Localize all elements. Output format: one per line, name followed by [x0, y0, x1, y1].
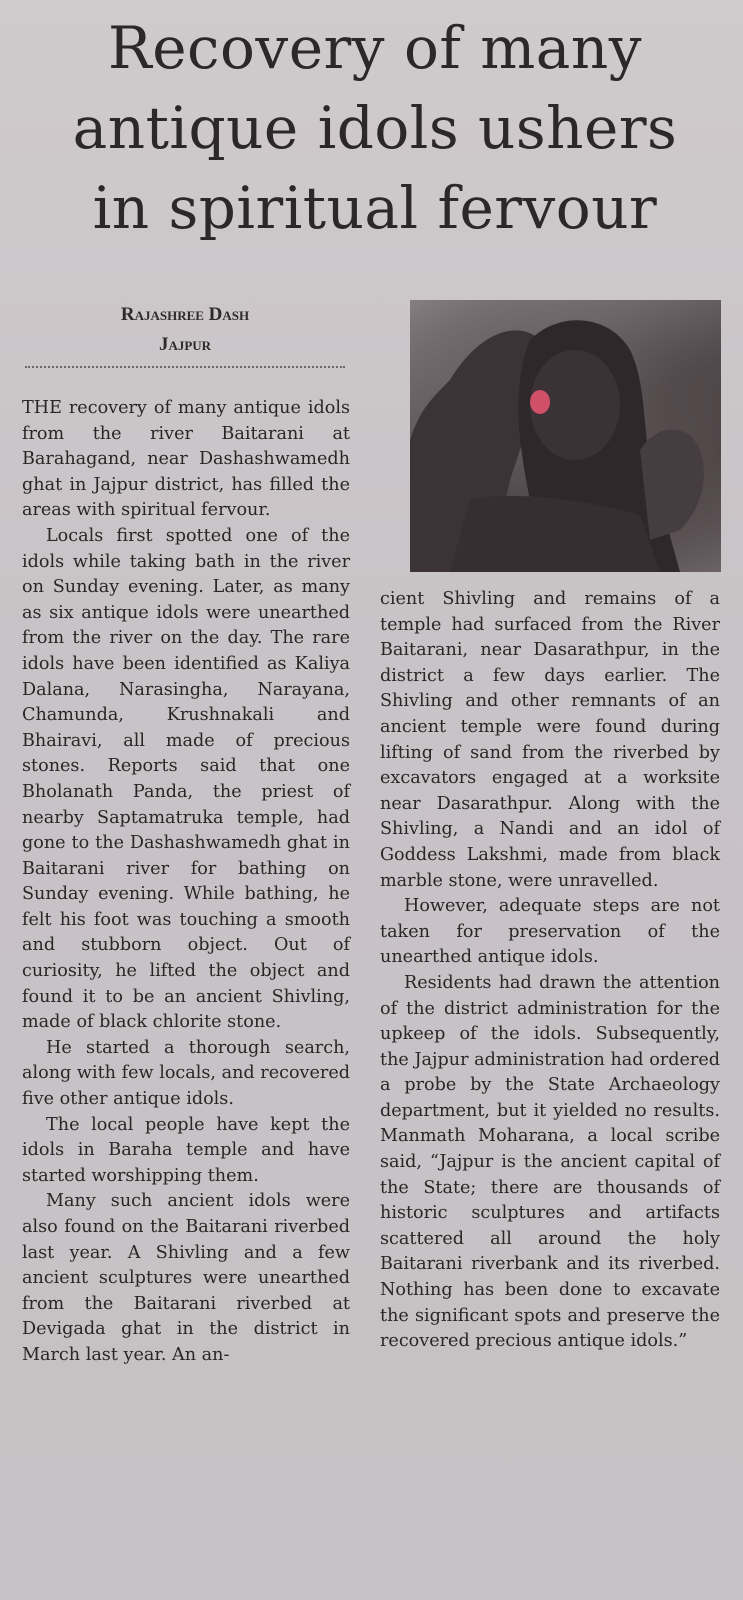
headline-line: in spiritual fervour	[92, 174, 658, 242]
paragraph: THE recovery of many antique idols from the river Baitarani at Barahagand, near Dashashwamedh ghat in Jajpur district, has filled the areas with spiritual fervour.	[22, 398, 350, 521]
byline	[22, 300, 348, 368]
paragraph: Locals first spotted one of the idols while taking bath in the river on Sunday evening. Later, as many as six antique idols were unearthed from the river on the day. The rare idols have been identified as Kaliya Dalana, Narasingha, Narayana, Chamunda, Krushnakali and Bhairavi, all made of precious stones. Reports said that one Bholanath Panda, the priest of nearby Saptamatruka temple, had gone to the Dashashwamedh ghat in Baitarani river for bathing on Sunday evening. While bathing, he felt his foot was touching a smooth and stubborn object. Out of curiosity, he lifted the object and found it to be an ancient Shivling, made of black chlorite stone.	[22, 525, 350, 1033]
byline-name: Rajashree Dash	[120, 304, 250, 325]
paragraph: He started a thorough search, along with few locals, and recovered five other antique idols.	[22, 1037, 350, 1110]
idol-photo-graphic	[410, 300, 721, 572]
byline-divider	[25, 366, 345, 368]
headline-line: antique idols ushers	[72, 94, 678, 162]
paragraph: Residents had drawn the attention of the district administration for the upkeep of the idols. Subsequently, the Jajpur administration had ordered a probe by the State Archaeology department, but it yielded no results. Manmath Moharana, a local scribe said, “Jajpur is the ancient capital of the State; there are thousands of historic sculptures and artifacts scattered all around the holy Baitarani riverbank and its riverbed. Nothing has been done to excavate the significant spots and preserve the recovered precious antique idols.”	[380, 972, 720, 1352]
paragraph: The local people have kept the idols in Baraha temple and have started worshipping them.	[22, 1114, 350, 1186]
paragraph: However, adequate steps are not taken for preservation of the unearthed antique idols.	[380, 896, 720, 968]
byline-place: Jajpur	[158, 334, 212, 355]
idol-photo	[410, 300, 721, 572]
paragraph: Many such ancient idols were also found on the Baitarani riverbed last year. A Shivling and a few ancient sculptures were unearthed from the Baitarani riverbed at Devigada ghat in the district in March last year. An an-	[22, 1191, 350, 1365]
article-column-right	[380, 587, 720, 1355]
article-column-left	[22, 396, 350, 1369]
paragraph: cient Shivling and remains of a temple had surfaced from the River Baitarani, near Dasarathpur, in the district a few days earlier. The Shivling and other remnants of an ancient temple were found during lifting of sand from the riverbed by excavators engaged at a worksite near Dasarathpur. Along with the Shivling, a Nandi and an idol of Goddess Lakshmi, made from black marble stone, were unravelled.	[380, 589, 720, 891]
headline-line: Recovery of many	[108, 14, 642, 82]
headline	[30, 8, 720, 248]
